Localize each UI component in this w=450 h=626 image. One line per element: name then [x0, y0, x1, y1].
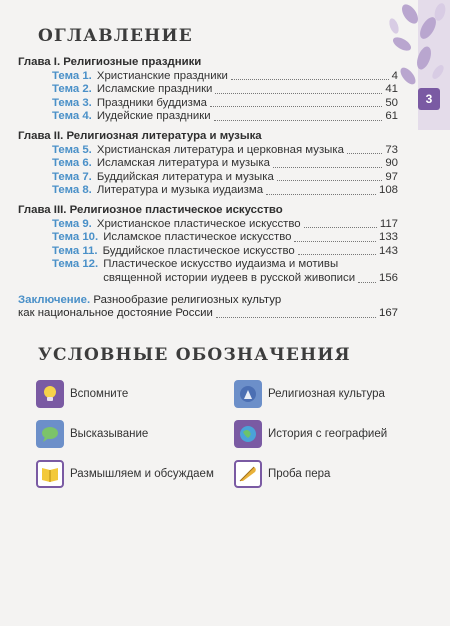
topic-label: Тема 4. — [52, 110, 92, 123]
topic-title: Христианские праздники — [96, 69, 228, 82]
page-number: 3 — [418, 88, 440, 110]
leader-dots — [231, 79, 389, 80]
topic-label: Тема 1. — [52, 69, 92, 82]
page-ref: 97 — [385, 170, 398, 183]
quill-icon — [234, 460, 262, 488]
leader-dots — [215, 93, 382, 94]
topic-label: Тема 6. — [52, 157, 92, 170]
page-ref: 50 — [385, 96, 398, 109]
topic-title: Литература и музыка иудаизма — [96, 184, 264, 197]
topic-title-line-2: священной истории иудеев в русской живописи — [103, 271, 356, 284]
toc-entry[interactable] — [18, 70, 398, 84]
topic-title: Пластическое искусство иудаизма и мотивы — [103, 258, 339, 271]
page-ref: 156 — [378, 271, 398, 284]
leader-dots — [304, 227, 377, 228]
toc-entry[interactable] — [18, 245, 398, 259]
legend-item-religious-culture — [234, 380, 385, 408]
legend-item-remember — [36, 380, 128, 408]
legend-label: Религиозная культура — [268, 388, 385, 400]
legend-heading: УСЛОВНЫЕ ОБОЗНАЧЕНИЯ — [38, 345, 351, 365]
conclusion-line-2 — [18, 307, 398, 321]
toc-entry[interactable] — [18, 231, 398, 245]
toc-entry[interactable] — [18, 97, 398, 111]
conclusion-title-line-2: как национальное достояние России — [18, 307, 213, 320]
legend-item-pen-trial — [234, 460, 330, 488]
topic-label: Тема 8. — [52, 184, 92, 197]
toc-entry[interactable] — [18, 83, 398, 97]
leader-dots — [298, 254, 376, 255]
topic-label: Тема 11. — [52, 244, 98, 257]
legend-item-statement — [36, 420, 148, 448]
book-icon — [36, 460, 64, 488]
page-ref: 90 — [385, 157, 398, 170]
leader-dots — [214, 120, 383, 121]
leader-dots — [347, 153, 382, 154]
temple-icon — [234, 380, 262, 408]
conclusion-line-1 — [18, 294, 398, 308]
speech-bubble-icon — [36, 420, 64, 448]
toc-entry[interactable] — [18, 258, 398, 285]
legend-label: История с географией — [268, 428, 388, 440]
toc-entry[interactable] — [18, 144, 398, 158]
chapter — [18, 204, 398, 286]
leader-dots — [294, 241, 376, 242]
page-ref: 133 — [378, 231, 398, 244]
page-ref: 143 — [378, 244, 398, 257]
page-ref: 73 — [385, 143, 398, 156]
toc-entry[interactable] — [18, 218, 398, 232]
leader-dots — [277, 180, 383, 181]
topic-title: Христианское пластическое искусство — [96, 217, 301, 230]
table-of-contents — [18, 56, 398, 321]
toc-heading: ОГЛАВЛЕНИЕ — [38, 26, 193, 46]
topic-label: Тема 5. — [52, 143, 92, 156]
topic-title: Исламское пластическое искусство — [103, 231, 292, 244]
conclusion-label: Заключение. — [18, 293, 91, 306]
legend-label: Вспомните — [70, 388, 129, 400]
topic-title: Исламские праздники — [96, 83, 213, 96]
legend-item-history-geography — [234, 420, 387, 448]
chapter — [18, 130, 398, 198]
topic-title: Буддийская литература и музыка — [96, 170, 274, 183]
page-ref: 4 — [391, 69, 398, 82]
chapter — [18, 56, 398, 124]
toc-entry[interactable] — [18, 110, 398, 124]
leader-dots — [273, 167, 382, 168]
topic-label: Тема 2. — [52, 83, 92, 96]
leader-dots — [216, 317, 376, 318]
topic-title: Буддийское пластическое искусство — [102, 244, 295, 257]
page-ref: 117 — [379, 217, 398, 230]
legend-label: Высказывание — [70, 428, 149, 440]
page-ref: 167 — [378, 307, 398, 320]
toc-entry[interactable] — [18, 171, 398, 185]
topic-body — [103, 258, 398, 285]
leader-dots — [266, 194, 376, 195]
leader-dots — [358, 282, 376, 283]
legend-label: Проба пера — [268, 468, 331, 480]
topic-label: Тема 3. — [52, 96, 92, 109]
topic-title: Иудейские праздники — [96, 110, 211, 123]
toc-entry[interactable] — [18, 184, 398, 198]
toc-conclusion[interactable] — [18, 294, 398, 321]
page-ref: 41 — [385, 83, 398, 96]
chapter-title: Глава II. Религиозная литература и музыка — [18, 129, 262, 142]
globe-icon — [234, 420, 262, 448]
topic-label: Тема 9. — [52, 217, 92, 230]
page-ref: 61 — [385, 110, 398, 123]
chapter-title: Глава I. Религиозные праздники — [18, 56, 202, 68]
topic-label: Тема 12. — [52, 258, 99, 271]
topic-title-continued — [103, 272, 398, 286]
conclusion-title: Разнообразие религиозных культур — [93, 293, 282, 306]
topic-title: Исламская литература и музыка — [96, 157, 270, 170]
legend-item-reflect — [36, 460, 214, 488]
topic-label: Тема 7. — [52, 170, 92, 183]
toc-entry[interactable] — [18, 157, 398, 171]
topic-title: Христианская литература и церковная музыка — [96, 143, 344, 156]
topic-label: Тема 10. — [52, 231, 99, 244]
legend-label: Размышляем и обсуждаем — [70, 468, 214, 480]
topic-title: Праздники буддизма — [96, 96, 208, 109]
lightbulb-icon — [36, 380, 64, 408]
chapter-title: Глава III. Религиозное пластическое искусство — [18, 203, 283, 216]
page-ref: 108 — [378, 184, 398, 197]
leader-dots — [210, 106, 382, 107]
